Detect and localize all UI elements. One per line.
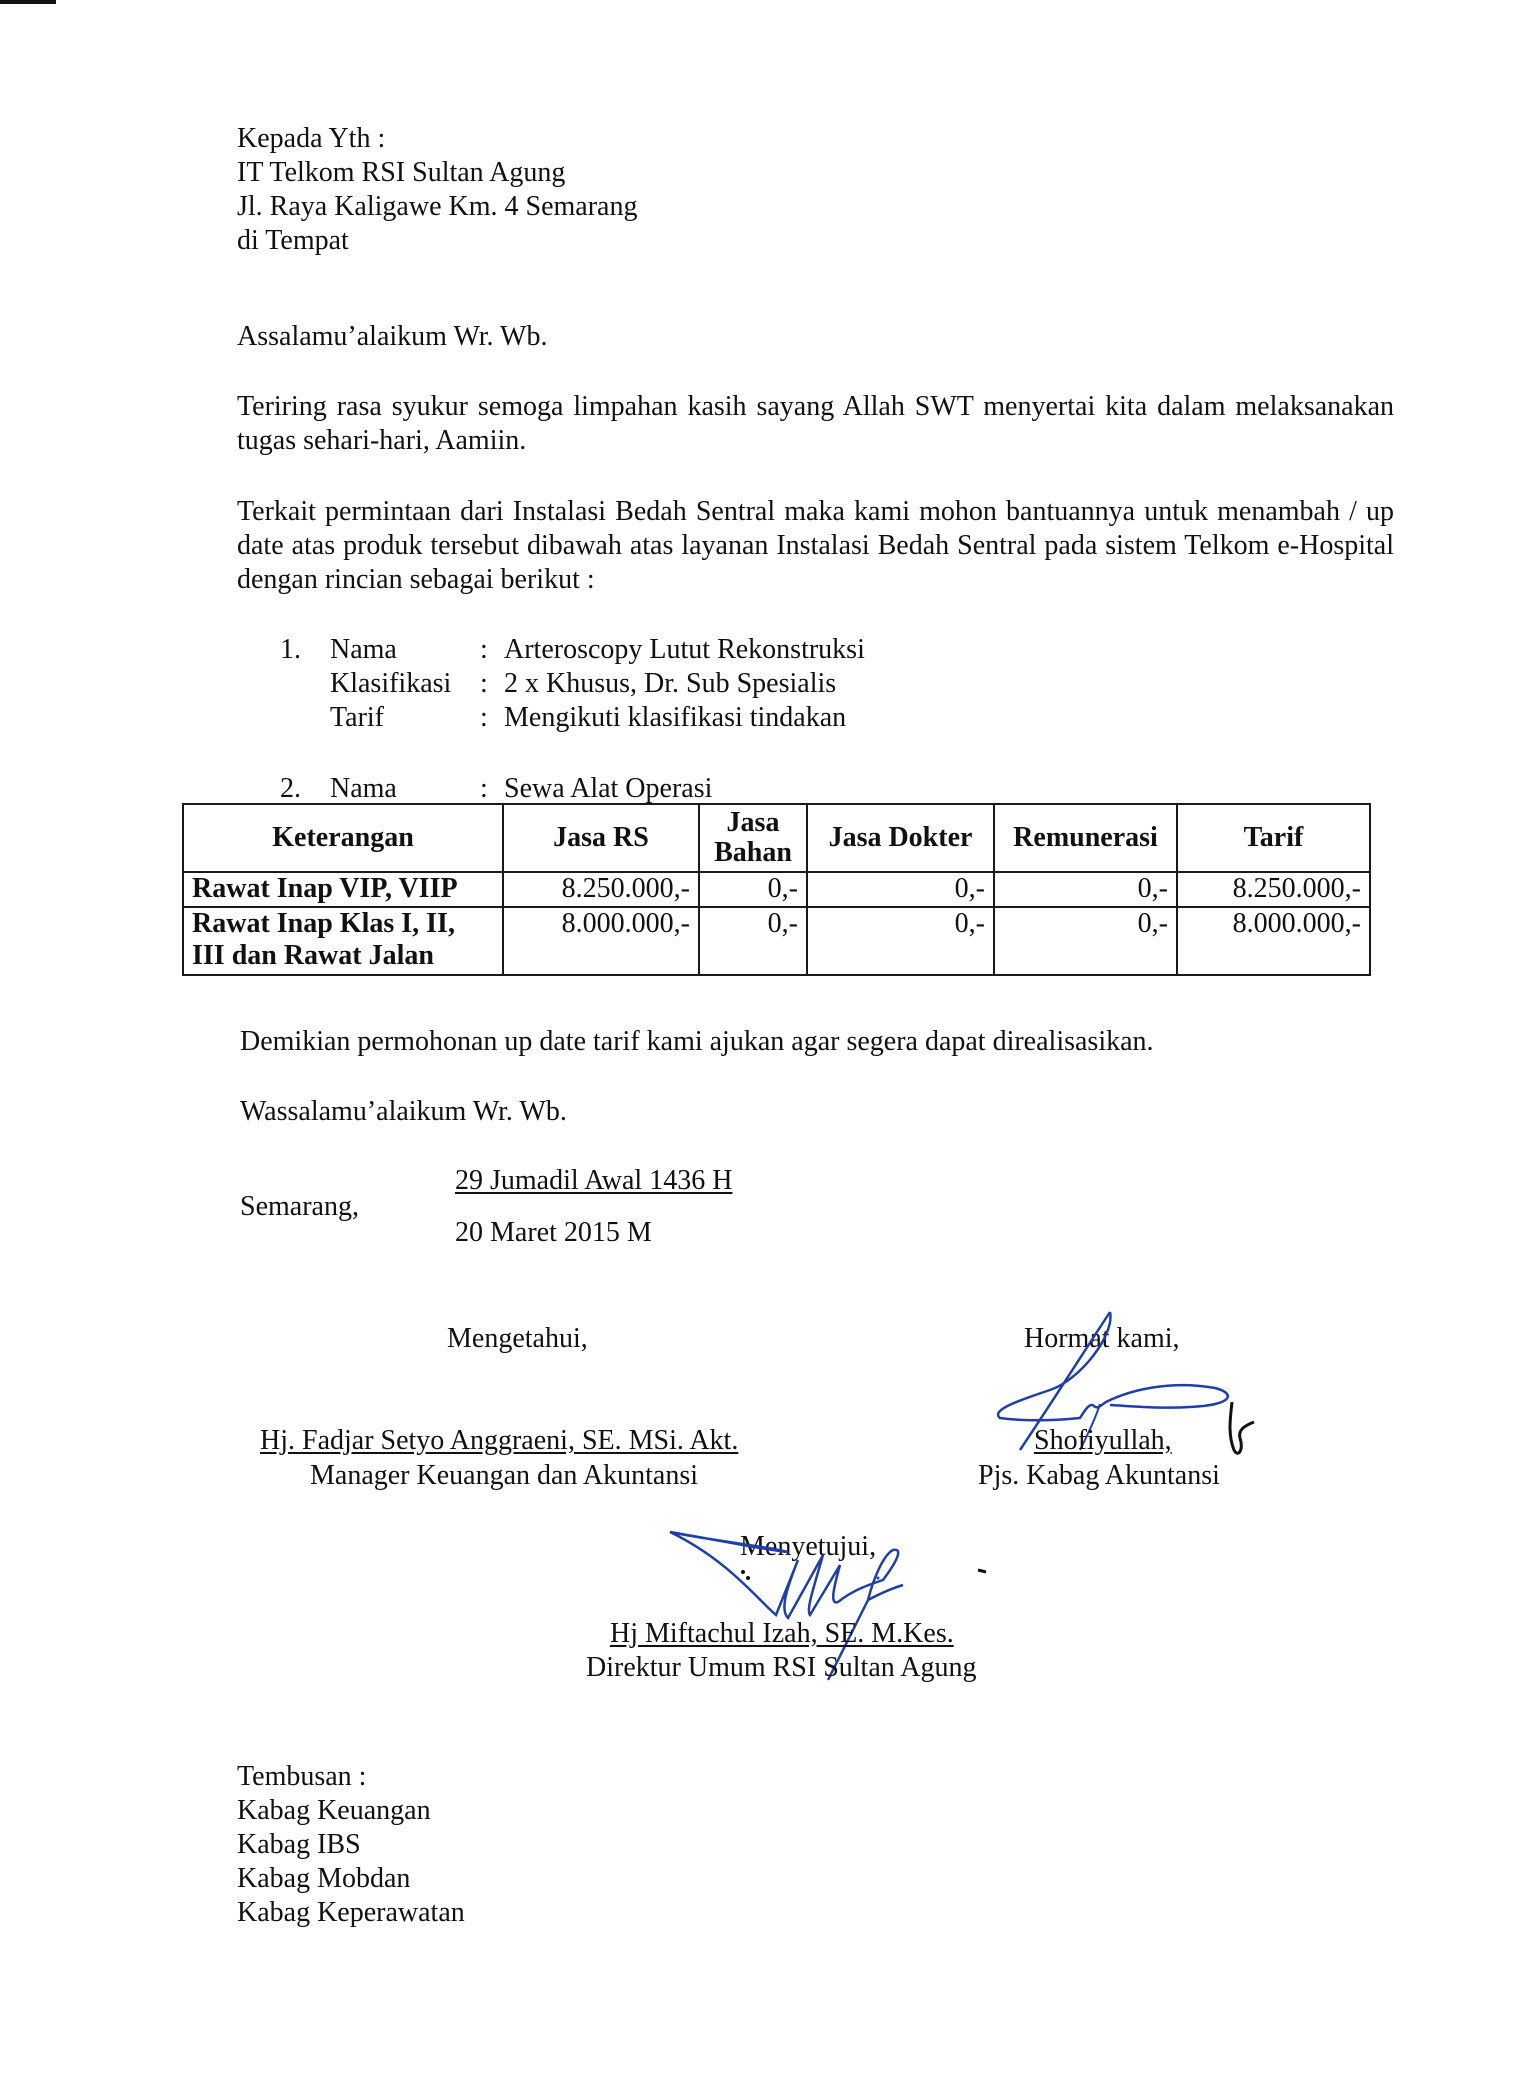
recipient-line: IT Telkom RSI Sultan Agung [237,157,566,188]
cell-jasa-rs: 8.000.000,- [503,907,699,975]
place-label: Semarang, [240,1191,359,1222]
signature-right-name: Shofiyullah, [1034,1425,1172,1456]
cc-recipient: Kabag Mobdan [237,1863,411,1894]
recipient-line: di Tempat [237,225,349,256]
signature-left-role: Manager Keuangan dan Akuntansi [310,1460,698,1491]
table-header-row [183,804,1370,872]
item-key: Nama [330,773,397,804]
cc-recipient: Kabag Keperawatan [237,1897,465,1928]
cc-recipient: Kabag IBS [237,1829,361,1860]
date-masehi: 20 Maret 2015 M [455,1217,652,1248]
item-key: Tarif [330,702,385,733]
closing-salutation: Wassalamu’alaikum Wr. Wb. [240,1096,567,1127]
item-key: Nama [330,634,397,665]
item-value: 2 x Khusus, Dr. Sub Spesialis [504,668,837,699]
header-keterangan: Keterangan [183,804,503,872]
cell-jasa-rs: 8.250.000,- [503,872,699,907]
table-row [183,907,1370,975]
item-colon: : [480,634,488,665]
cell-remunerasi: 0,- [994,907,1177,975]
closing-paragraph: Demikian permohonan up date tarif kami ajukan agar segera dapat direalisasikan. [240,1026,1154,1057]
cell-keterangan: Rawat Inap VIP, VIIP [183,872,503,907]
item-1 [280,633,865,735]
signature-center-title: Menyetujui, [740,1531,877,1562]
header-jasa-rs: Jasa RS [503,804,699,872]
cell-keterangan: Rawat Inap Klas I, II, III dan Rawat Jalan [183,907,503,975]
paraf-initial-icon [1222,1400,1262,1460]
header-jasa-dokter: Jasa Dokter [807,804,994,872]
item-colon: : [480,702,488,733]
recipient-block [237,122,637,258]
item-colon: : [480,773,488,804]
cell-remunerasi: 0,- [994,872,1177,907]
cell-jasa-bahan: 0,- [699,907,807,975]
cell-tarif: 8.250.000,- [1177,872,1370,907]
cc-recipient: Kabag Keuangan [237,1795,431,1826]
signature-right-title: Hormat kami, [1024,1323,1180,1354]
item-number: 2. [280,773,301,804]
cell-jasa-bahan: 0,- [699,872,807,907]
item-value: Sewa Alat Operasi [504,773,713,804]
item-number: 1. [280,634,301,665]
cc-list [237,1760,465,1930]
header-jasa-bahan [699,804,807,872]
item-value: Arteroscopy Lutut Rekonstruksi [504,634,865,665]
signature-left-name: Hj. Fadjar Setyo Anggraeni, SE. MSi. Akt. [260,1425,739,1456]
cell-tarif: 8.000.000,- [1177,907,1370,975]
header-jasa-bahan-line2: Bahan [714,837,792,868]
date-hijri: 29 Jumadil Awal 1436 H [455,1165,733,1196]
recipient-line: Kepada Yth : [237,123,386,154]
greeting: Assalamu’alaikum Wr. Wb. [237,321,548,352]
header-tarif: Tarif [1177,804,1370,872]
header-remunerasi: Remunerasi [994,804,1177,872]
signature-right-role: Pjs. Kabag Akuntansi [978,1460,1220,1491]
signature-left-title: Mengetahui, [447,1323,588,1354]
cell-jasa-dokter: 0,- [807,907,994,975]
item-colon: : [480,668,488,699]
tarif-table [182,803,1371,976]
scan-edge-mark [0,0,56,4]
signature-center-name: Hj Miftachul Izah, SE. M.Kes. [610,1618,954,1649]
table-row [183,872,1370,907]
cell-jasa-dokter: 0,- [807,872,994,907]
signature-center-role: Direktur Umum RSI Sultan Agung [586,1652,977,1683]
item-key: Klasifikasi [330,668,452,699]
item-value: Mengikuti klasifikasi tindakan [504,702,847,733]
item-2 [280,772,712,806]
recipient-line: Jl. Raya Kaligawe Km. 4 Semarang [237,191,638,222]
paragraph-request: Terkait permintaan dari Instalasi Bedah Sentral maka kami mohon bantuannya untuk menambah / up date atas produk tersebut dibawah atas layanan Instalasi Bedah Sentral pada sistem Telkom e-Hospital dengan rincian sebagai berikut : [237,496,1394,595]
header-jasa-bahan-line1: Jasa [726,807,780,838]
paragraph-opening: Teriring rasa syukur semoga limpahan kasih sayang Allah SWT menyertai kita dalam melaksanakan tugas sehari-hari, Aamiin. [237,391,1394,456]
cc-title: Tembusan : [237,1761,367,1792]
